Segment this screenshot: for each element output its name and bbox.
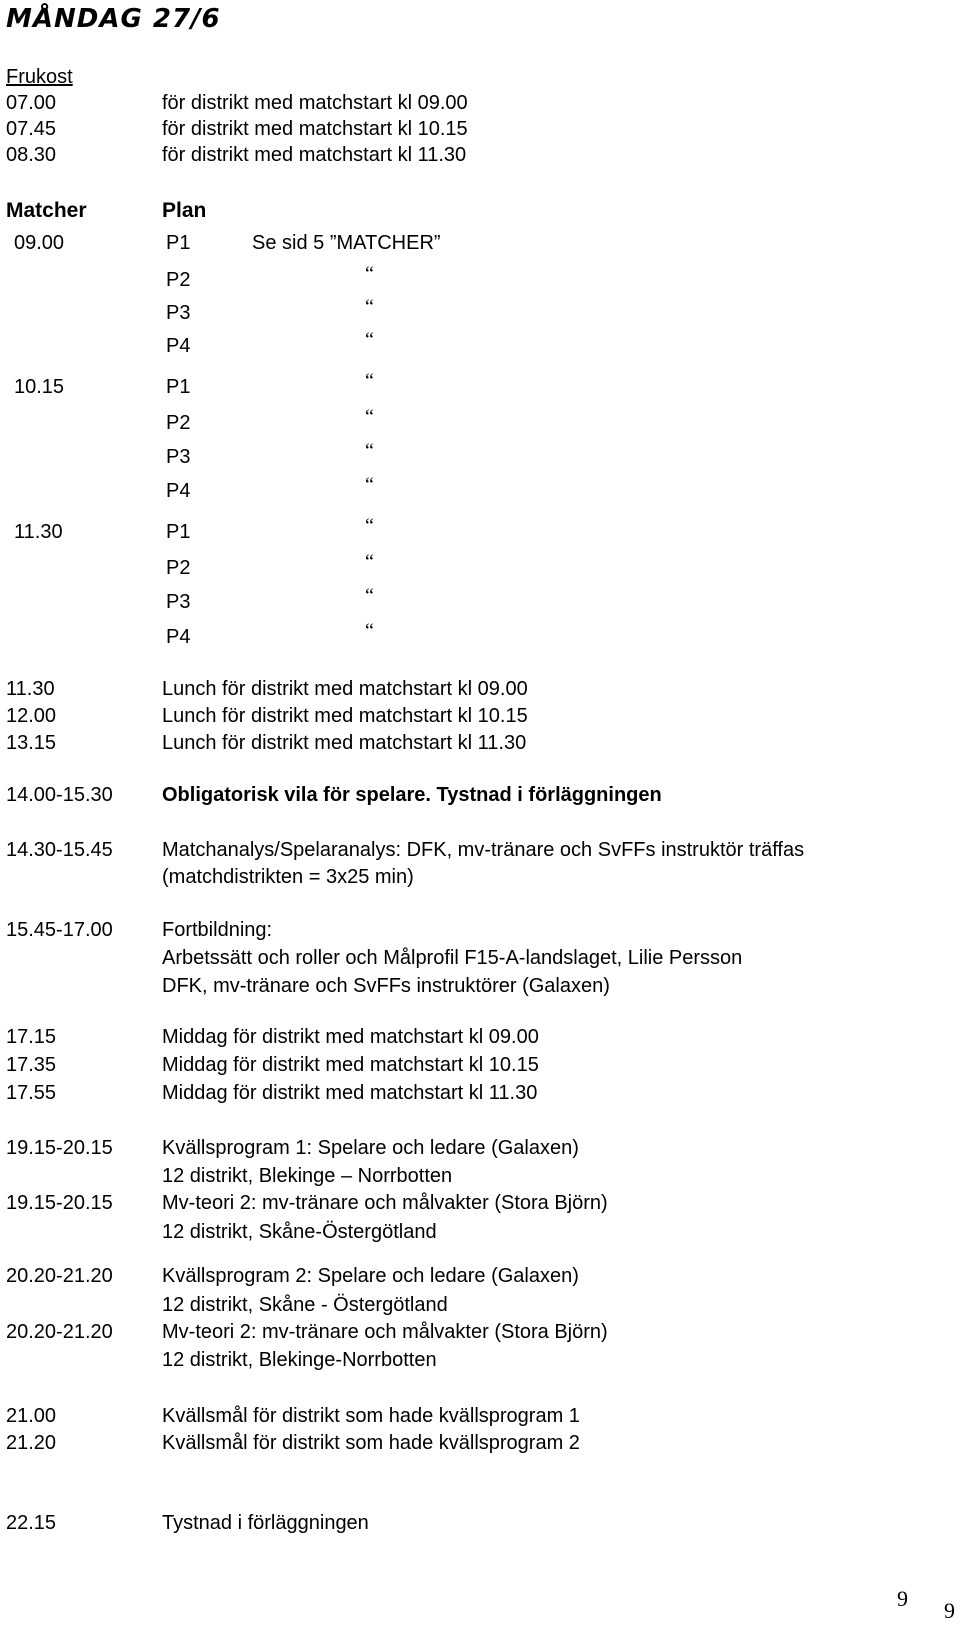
plan-label: P1 <box>166 521 191 543</box>
kvall-text: Kvällsprogram 1: Spelare och ledare (Galaxen) <box>162 1137 579 1159</box>
tystnad-text: Tystnad i förläggningen <box>162 1512 369 1534</box>
frukost-time: 07.45 <box>6 118 57 140</box>
kvall-text: 12 distrikt, Skåne - Östergötland <box>162 1294 448 1316</box>
plan-label: P1 <box>166 376 191 398</box>
kvall-time: 20.20-21.20 <box>6 1265 113 1287</box>
analys-text: Matchanalys/Spelaranalys: DFK, mv-tränare och SvFFs instruktör träffas <box>162 839 805 861</box>
plan-label: P1 <box>166 232 191 254</box>
plan-label: P4 <box>166 626 191 648</box>
frukost-text: för distrikt med matchstart kl 11.30 <box>162 144 467 166</box>
middag-time: 17.35 <box>6 1054 57 1076</box>
kvallsmal-time: 21.20 <box>6 1432 57 1454</box>
middag-text: Middag för distrikt med matchstart kl 10.15 <box>162 1054 539 1076</box>
plan-label: P4 <box>166 335 191 357</box>
kvall-time: 19.15-20.15 <box>6 1192 113 1214</box>
kvall-text: 12 distrikt, Skåne-Östergötland <box>162 1221 437 1243</box>
lunch-time: 12.00 <box>6 705 57 727</box>
kvallsmal-time: 21.00 <box>6 1405 57 1427</box>
analys-time: 14.30-15.45 <box>6 839 113 861</box>
plan-label: P2 <box>166 269 191 291</box>
lunch-text: Lunch för distrikt med matchstart kl 10.15 <box>162 705 528 727</box>
lunch-time: 13.15 <box>6 732 57 754</box>
matcher-column-header: Matcher <box>6 199 87 222</box>
middag-text: Middag för distrikt med matchstart kl 09.00 <box>162 1026 539 1048</box>
kvall-text: 12 distrikt, Blekinge-Norrbotten <box>162 1349 437 1371</box>
ditto-mark: “ <box>365 296 374 318</box>
kvall-text: Mv-teori 2: mv-tränare och målvakter (Stora Björn) <box>162 1321 608 1343</box>
analys-text: (matchdistrikten = 3x25 min) <box>162 866 414 888</box>
middag-time: 17.55 <box>6 1082 57 1104</box>
match-time: 11.30 <box>14 521 63 543</box>
ditto-mark: “ <box>365 263 374 285</box>
plan-label: P3 <box>166 302 191 324</box>
plan-label: P4 <box>166 480 191 502</box>
fortbildning-text: Fortbildning: <box>162 919 273 941</box>
fortbildning-time: 15.45-17.00 <box>6 919 113 941</box>
kvallsmal-text: Kvällsmål för distrikt som hade kvällsprogram 1 <box>162 1405 580 1427</box>
tystnad-time: 22.15 <box>6 1512 57 1534</box>
ditto-mark: “ <box>365 515 374 537</box>
kvall-time: 20.20-21.20 <box>6 1321 113 1343</box>
plan-label: P2 <box>166 412 191 434</box>
ditto-mark: “ <box>365 585 374 607</box>
vila-time: 14.00-15.30 <box>6 784 113 806</box>
frukost-text: för distrikt med matchstart kl 09.00 <box>162 92 468 114</box>
ditto-mark: “ <box>365 620 374 642</box>
match-time: 09.00 <box>14 232 65 254</box>
page-title: MÅNDAG 27/6 <box>6 4 221 34</box>
ditto-mark: “ <box>365 440 374 462</box>
ditto-mark: “ <box>365 406 374 428</box>
ditto-mark: “ <box>365 474 374 496</box>
middag-time: 17.15 <box>6 1026 57 1048</box>
page-edge-number: 9 <box>944 1598 955 1623</box>
ditto-mark: “ <box>365 370 374 392</box>
plan-label: P3 <box>166 446 191 468</box>
vila-text: Obligatorisk vila för spelare. Tystnad i förläggningen <box>162 784 662 806</box>
lunch-text: Lunch för distrikt med matchstart kl 09.00 <box>162 678 528 700</box>
page-number: 9 <box>897 1586 908 1611</box>
plan-label: P3 <box>166 591 191 613</box>
match-time: 10.15 <box>14 376 65 398</box>
matcher-note: Se sid 5 ”MATCHER” <box>252 232 441 254</box>
fortbildning-text: DFK, mv-tränare och SvFFs instruktörer (Galaxen) <box>162 975 610 997</box>
frukost-text: för distrikt med matchstart kl 10.15 <box>162 118 468 140</box>
frukost-time: 08.30 <box>6 144 57 166</box>
kvall-time: 19.15-20.15 <box>6 1137 113 1159</box>
ditto-mark: “ <box>365 551 374 573</box>
plan-label: P2 <box>166 557 191 579</box>
kvall-text: 12 distrikt, Blekinge – Norrbotten <box>162 1165 453 1187</box>
middag-text: Middag för distrikt med matchstart kl 11.30 <box>162 1082 538 1104</box>
kvallsmal-text: Kvällsmål för distrikt som hade kvällsprogram 2 <box>162 1432 580 1454</box>
plan-column-header: Plan <box>162 199 207 222</box>
lunch-text: Lunch för distrikt med matchstart kl 11.30 <box>162 732 527 754</box>
frukost-time: 07.00 <box>6 92 57 114</box>
kvall-text: Kvällsprogram 2: Spelare och ledare (Galaxen) <box>162 1265 579 1287</box>
lunch-time: 11.30 <box>6 678 55 700</box>
ditto-mark: “ <box>365 329 374 351</box>
frukost-heading: Frukost <box>6 66 73 88</box>
fortbildning-text: Arbetssätt och roller och Målprofil F15-A-landslaget, Lilie Persson <box>162 947 743 969</box>
kvall-text: Mv-teori 2: mv-tränare och målvakter (Stora Björn) <box>162 1192 608 1214</box>
